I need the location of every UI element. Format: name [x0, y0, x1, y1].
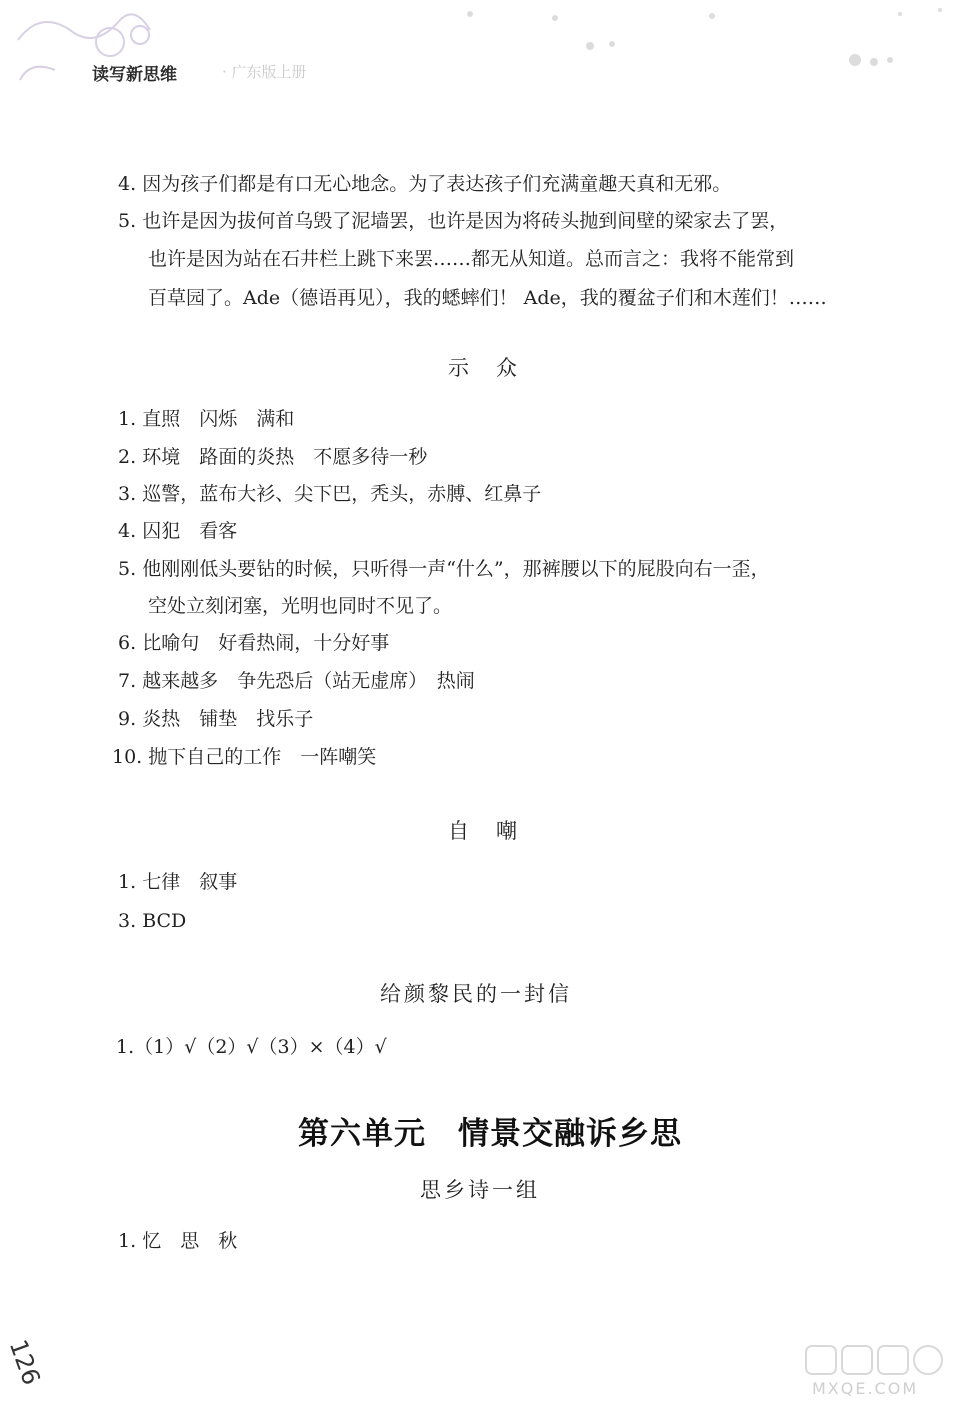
header-title: 读写新思维: [92, 65, 177, 85]
list-item: 1. 七律 叙事: [118, 871, 238, 893]
list-item: 4. 囚犯 看客: [118, 520, 238, 542]
list-item: 9. 炎热 铺垫 找乐子: [118, 708, 314, 730]
unit-title: 第六单元 情景交融诉乡思: [298, 1116, 682, 1152]
list-item: 10. 抛下自己的工作 一阵嘲笑: [112, 746, 377, 768]
list-item-continued: 百草园了。Ade（德语再见），我的蟋蟀们！ Ade，我的覆盆子们和木莲们！……: [148, 287, 827, 309]
list-item: 7. 越来越多 争先恐后（站无虚席） 热闹: [118, 670, 475, 692]
section-title-zichao: 自 嘲: [448, 819, 520, 843]
section-title-shizhong: 示 众: [448, 356, 520, 380]
list-item: 1.（1）√（2）√（3）×（4）√: [116, 1036, 387, 1058]
list-item: 1. 直照 闪烁 满和: [118, 408, 295, 430]
list-item: 5. 也许是因为拔何首乌毁了泥墙罢，也许是因为将砖头抛到间壁的梁家去了罢，: [118, 210, 789, 232]
watermark-logo: [800, 1340, 950, 1400]
section-title-poems: 思乡诗一组: [420, 1178, 540, 1202]
list-item: 3. 巡警，蓝布大衫、尖下巴，秃头，赤膊、红鼻子: [118, 483, 542, 505]
list-item-continued: 也许是因为站在石井栏上跳下来罢……都无从知道。总而言之：我将不能常到: [148, 248, 795, 270]
list-item: 4. 因为孩子们都是有口无心地念。为了表达孩子们充满童趣天真和无邪。: [118, 173, 732, 195]
list-item: 5. 他刚刚低头要钻的时候，只听得一声“什么”，那裤腰以下的屁股向右一歪，: [118, 558, 770, 580]
header-subtitle: · 广东版上册: [222, 63, 307, 81]
svg-text:MXQE.COM: MXQE.COM: [812, 1379, 919, 1398]
list-item-continued: 空处立刻闭塞，光明也同时不见了。: [148, 595, 453, 617]
page-number: 126: [3, 1336, 46, 1389]
list-item: 3. BCD: [118, 910, 187, 932]
section-title-letter: 给颜黎民的一封信: [380, 982, 572, 1006]
list-item: 2. 环境 路面的炎热 不愿多待一秒: [118, 446, 428, 468]
list-item: 1. 忆 思 秋: [118, 1230, 238, 1252]
list-item: 6. 比喻句 好看热闹，十分好事: [118, 632, 390, 654]
header-decoration: [0, 0, 960, 110]
